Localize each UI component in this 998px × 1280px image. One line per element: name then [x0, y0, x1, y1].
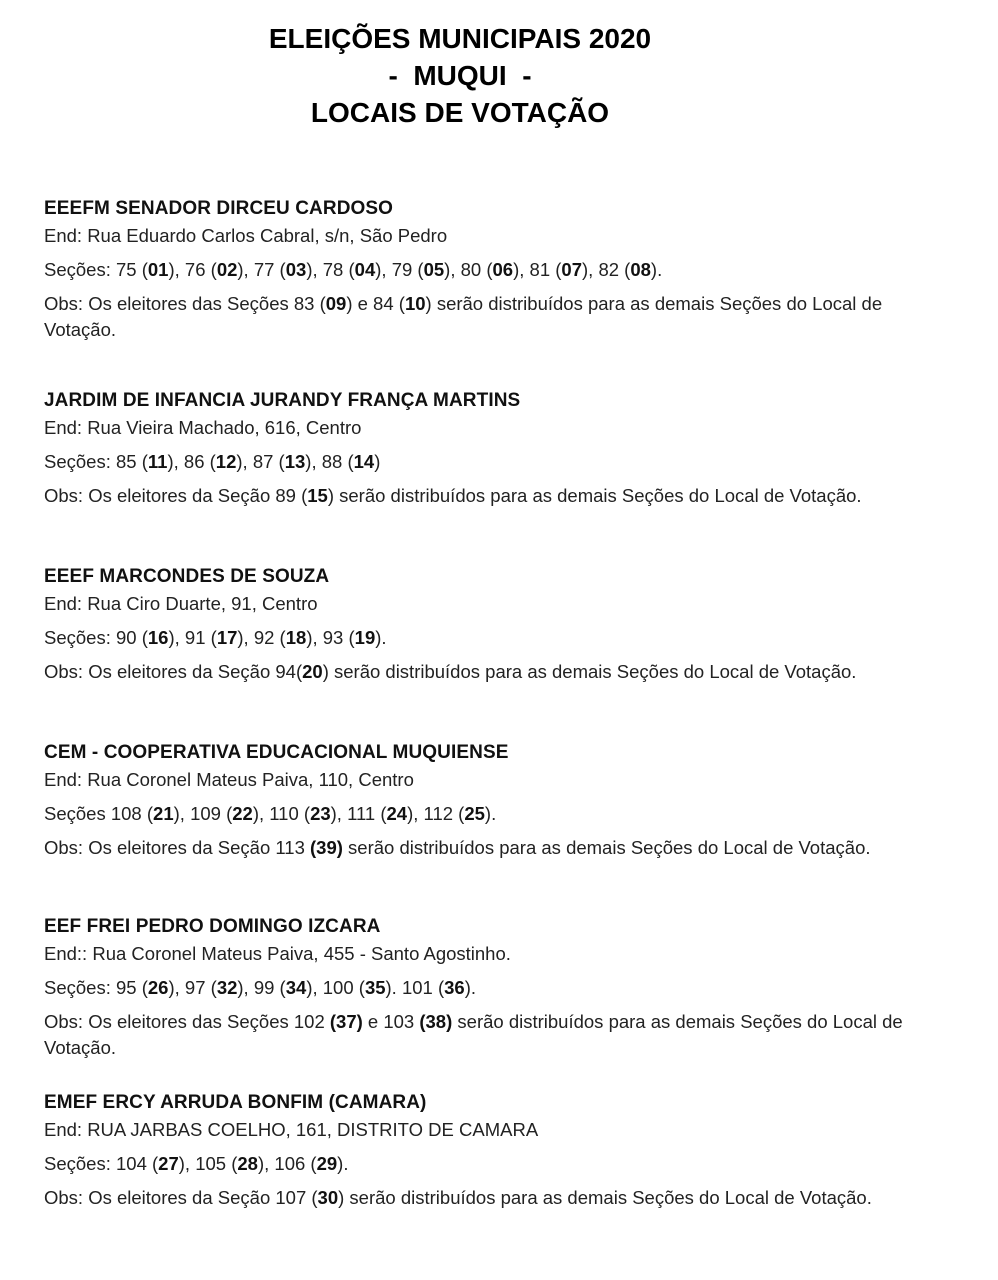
section-number: 75 ( — [116, 259, 148, 280]
observation-text: Obs: Os eleitores da Seção 107 ( — [44, 1187, 318, 1208]
location-name: EEF FREI PEDRO DOMINGO IZCARA — [44, 916, 381, 937]
section-code: 14 — [353, 451, 375, 472]
observation-text: ) serão distribuídos para as demais Seções do Local de Votação. — [338, 1187, 872, 1208]
section-number: 82 ( — [598, 259, 631, 280]
observation-text: ) serão distribuídos para as demais Seções do Local de Votação. — [327, 485, 862, 506]
voting-location — [44, 388, 944, 509]
section-number: 90 ( — [116, 627, 148, 648]
section-separator: ), — [257, 1153, 275, 1174]
location-sections — [44, 449, 944, 475]
location-address: End: Rua Coronel Mateus Paiva, 110, Centro — [44, 769, 414, 790]
section-code: 07 — [561, 259, 582, 280]
location-address: End: Rua Vieira Machado, 616, Centro — [44, 417, 362, 438]
section-code: 19 — [354, 627, 376, 648]
section-number: 88 ( — [321, 451, 354, 472]
location-observation — [44, 483, 924, 509]
voting-location — [44, 914, 944, 1061]
section-number: 99 ( — [253, 977, 286, 998]
location-name: JARDIM DE INFANCIA JURANDY FRANÇA MARTINS — [44, 390, 521, 411]
sections-label: Seções: — [44, 451, 116, 472]
section-number: 87 ( — [252, 451, 285, 472]
section-separator: ), — [305, 451, 322, 472]
location-address: End: RUA JARBAS COELHO, 161, DISTRITO DE CAMARA — [44, 1119, 539, 1140]
section-number: 108 ( — [110, 803, 154, 824]
section-number: 97 ( — [184, 977, 217, 998]
section-code: 16 — [147, 627, 169, 648]
observation-code: 10 — [404, 293, 426, 314]
location-observation — [44, 659, 924, 685]
location-observation — [44, 1185, 924, 1211]
section-code: 34 — [285, 977, 307, 998]
section-code: 12 — [215, 451, 237, 472]
observation-text: e 103 — [362, 1011, 420, 1032]
observation-code: 20 — [302, 661, 323, 682]
section-number: 106 ( — [274, 1153, 317, 1174]
observation-text: Obs: Os eleitores da Seção 89 ( — [44, 485, 308, 506]
section-number: 95 ( — [116, 977, 148, 998]
section-number: 80 ( — [460, 259, 493, 280]
section-code: 21 — [153, 803, 174, 824]
section-separator: ), — [237, 977, 254, 998]
section-separator: ), — [173, 803, 191, 824]
voting-location — [44, 196, 944, 343]
title-line: ELEIÇÕES MUNICIPAIS 2020 — [268, 23, 652, 54]
section-code: 06 — [492, 259, 514, 280]
section-code: 32 — [216, 977, 238, 998]
location-sections — [44, 975, 944, 1001]
section-code: 13 — [284, 451, 306, 472]
location-observation — [44, 835, 924, 861]
section-number: 78 ( — [322, 259, 355, 280]
section-separator: ), — [168, 259, 185, 280]
section-number: 100 ( — [322, 977, 365, 998]
section-code: 01 — [147, 259, 169, 280]
section-separator: ), — [306, 627, 323, 648]
section-number: 93 ( — [322, 627, 355, 648]
section-separator: ). — [464, 977, 477, 998]
section-separator: ), — [513, 259, 530, 280]
section-number: 76 ( — [184, 259, 217, 280]
section-number: 85 ( — [116, 451, 148, 472]
section-number: 81 ( — [529, 259, 562, 280]
location-sections — [44, 625, 944, 651]
section-number: 110 ( — [269, 803, 311, 824]
section-code: 29 — [316, 1153, 338, 1174]
section-code: 17 — [216, 627, 238, 648]
observation-text: Obs: Os eleitores das Seções 83 ( — [44, 293, 326, 314]
observation-code: 09 — [325, 293, 347, 314]
location-sections — [44, 257, 944, 283]
section-separator: ), — [444, 259, 461, 280]
voting-location — [44, 740, 944, 861]
section-code: 35 — [364, 977, 386, 998]
title-line: - MUQUI - — [388, 60, 532, 91]
section-separator: ). — [484, 803, 497, 824]
section-number: 91 ( — [184, 627, 217, 648]
location-name: EMEF ERCY ARRUDA BONFIM (CAMARA) — [44, 1092, 427, 1113]
section-number: 86 ( — [183, 451, 216, 472]
location-address: End: Rua Ciro Duarte, 91, Centro — [44, 593, 318, 614]
observation-text: ) serão distribuídos para as demais Seções do Local de Votação. — [44, 293, 883, 340]
section-separator: ), — [582, 259, 599, 280]
sections-label: Seções — [44, 803, 111, 824]
section-code: 22 — [232, 803, 253, 824]
observation-code: 15 — [307, 485, 328, 506]
location-observation — [44, 1009, 924, 1061]
observation-code: (38) — [419, 1011, 453, 1032]
section-number: 101 ( — [401, 977, 445, 998]
section-code: 11 — [147, 451, 168, 472]
section-code: 27 — [158, 1153, 179, 1174]
section-separator: ). — [375, 627, 387, 648]
section-code: 28 — [237, 1153, 258, 1174]
section-number: 111 ( — [347, 803, 387, 824]
section-number: 112 ( — [423, 803, 465, 824]
observation-text: ) e 84 ( — [346, 293, 405, 314]
observation-code: (37) — [329, 1011, 363, 1032]
observation-text: Obs: Os eleitores das Seções 102 — [44, 1011, 330, 1032]
section-number: 104 ( — [116, 1153, 159, 1174]
section-separator: ) — [374, 451, 381, 472]
section-code: 04 — [354, 259, 376, 280]
section-code: 03 — [285, 259, 307, 280]
section-separator: ). — [385, 977, 402, 998]
section-separator: ), — [407, 803, 424, 824]
observation-text: Obs: Os eleitores da Seção 113 — [44, 837, 311, 858]
sections-label: Seções: — [44, 1153, 116, 1174]
section-number: 79 ( — [391, 259, 424, 280]
section-code: 23 — [310, 803, 331, 824]
section-code: 24 — [386, 803, 408, 824]
section-number: 77 ( — [253, 259, 286, 280]
section-separator: ), — [237, 259, 254, 280]
observation-code: 30 — [317, 1187, 339, 1208]
location-name: CEM - COOPERATIVA EDUCACIONAL MUQUIENSE — [44, 742, 509, 763]
section-number: 92 ( — [253, 627, 286, 648]
section-code: 26 — [147, 977, 169, 998]
sections-label: Seções: — [44, 977, 116, 998]
voting-location — [44, 564, 944, 685]
section-separator: ), — [252, 803, 270, 824]
section-separator: ), — [168, 627, 185, 648]
section-code: 36 — [444, 977, 465, 998]
section-code: 02 — [216, 259, 238, 280]
observation-code: (39) — [310, 837, 343, 858]
sections-label: Seções: — [44, 259, 116, 280]
section-separator: ), — [375, 259, 392, 280]
document-title — [160, 20, 760, 131]
location-sections — [44, 801, 944, 827]
location-observation — [44, 291, 924, 343]
location-address: End:: Rua Coronel Mateus Paiva, 455 - Santo Agostinho. — [44, 943, 511, 964]
section-separator: ), — [236, 451, 253, 472]
location-name: EEEFM SENADOR DIRCEU CARDOSO — [44, 198, 394, 219]
section-separator: ), — [178, 1153, 196, 1174]
section-number: 109 ( — [190, 803, 233, 824]
sections-label: Seções: — [44, 627, 116, 648]
section-code: 08 — [630, 259, 651, 280]
section-separator: ), — [306, 977, 323, 998]
section-code: 25 — [464, 803, 485, 824]
voting-location — [44, 1090, 944, 1211]
title-line: LOCAIS DE VOTAÇÃO — [310, 97, 610, 128]
section-separator: ), — [306, 259, 323, 280]
section-separator: ). — [650, 259, 663, 280]
location-sections — [44, 1151, 944, 1177]
section-separator: ), — [167, 451, 184, 472]
section-separator: ), — [330, 803, 348, 824]
observation-text: serão distribuídos para as demais Seções do Local de Votação. — [44, 1011, 903, 1058]
observation-text: serão distribuídos para as demais Seções do Local de Votação. — [342, 837, 871, 858]
section-separator: ). — [337, 1153, 349, 1174]
section-code: 05 — [423, 259, 445, 280]
section-separator: ), — [168, 977, 185, 998]
location-name: EEEF MARCONDES DE SOUZA — [44, 566, 330, 587]
section-number: 105 ( — [195, 1153, 238, 1174]
observation-text: ) serão distribuídos para as demais Seções do Local de Votação. — [322, 661, 857, 682]
observation-text: Obs: Os eleitores da Seção 94( — [44, 661, 303, 682]
section-separator: ), — [237, 627, 254, 648]
location-address: End: Rua Eduardo Carlos Cabral, s/n, São Pedro — [44, 225, 448, 246]
section-code: 18 — [285, 627, 307, 648]
